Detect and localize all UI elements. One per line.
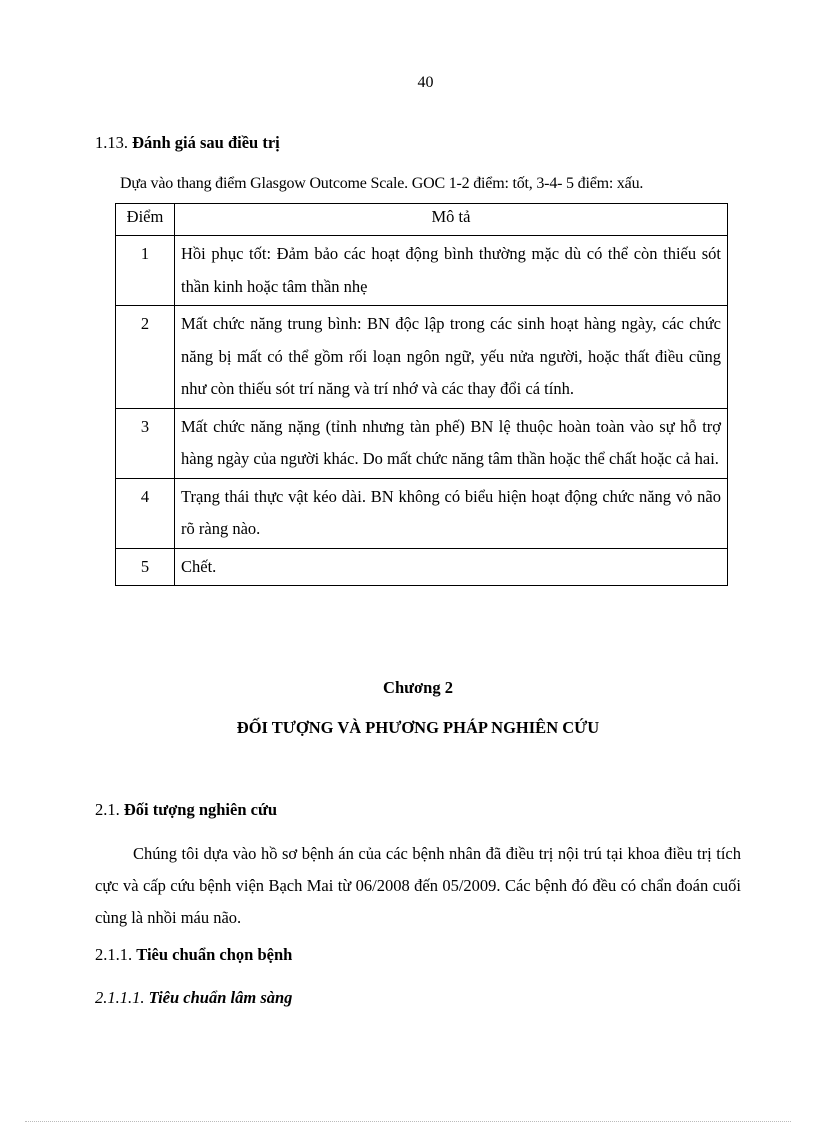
section-title: Tiêu chuẩn chọn bệnh bbox=[136, 945, 293, 964]
row-score: 2 bbox=[116, 306, 175, 409]
section-title: Tiêu chuẩn lâm sàng bbox=[148, 988, 293, 1007]
chapter-title: Chương 2 bbox=[383, 678, 453, 697]
row-description: Chết. bbox=[175, 548, 728, 586]
table-row bbox=[116, 236, 728, 306]
header-score: Điểm bbox=[116, 204, 175, 236]
row-description: Mất chức năng trung bình: BN độc lập trong các sinh hoạt hàng ngày, các chức năng bị mất có thể gồm rối loạn ngôn ngữ, yếu nửa người, hoặc thất điều cũng như còn thiếu sót trí năng và trí nhớ và các thay đổi cá tính. bbox=[175, 306, 728, 409]
section-number: 2.1.1. bbox=[95, 945, 137, 964]
row-score: 3 bbox=[116, 408, 175, 478]
section-title: Đối tượng nghiên cứu bbox=[123, 800, 278, 819]
page-bottom-divider bbox=[25, 1121, 791, 1122]
table-row bbox=[116, 306, 728, 409]
section-number: 1.13. bbox=[95, 133, 133, 152]
row-score: 1 bbox=[116, 236, 175, 306]
section-2-1-1-1-heading bbox=[95, 988, 292, 1008]
section-2-1-1-heading bbox=[95, 945, 292, 965]
table-header-row bbox=[116, 204, 728, 236]
page-number: 40 bbox=[417, 74, 434, 91]
section-1-13-heading bbox=[95, 133, 280, 153]
intro-text: Dựa vào thang điểm Glasgow Outcome Scale. GOC 1-2 điểm: tốt, 3-4- 5 điểm: xấu. bbox=[120, 175, 644, 192]
row-score: 5 bbox=[116, 548, 175, 586]
section-title: Đánh giá sau điều trị bbox=[132, 133, 280, 152]
table-row bbox=[116, 478, 728, 548]
header-description: Mô tả bbox=[175, 204, 728, 236]
section-2-1-heading bbox=[95, 800, 277, 820]
table-row bbox=[116, 548, 728, 586]
section-number: 2.1. bbox=[95, 800, 124, 819]
table-row bbox=[116, 408, 728, 478]
row-description: Hồi phục tốt: Đảm bảo các hoạt động bình thường mặc dù có thể còn thiếu sót thần kinh hoặc tâm thần nhẹ bbox=[175, 236, 728, 306]
body-paragraph: Chúng tôi dựa vào hồ sơ bệnh án của các bệnh nhân đã điều trị nội trú tại khoa điều trị tích cực và cấp cứu bệnh viện Bạch Mai từ 06/2008 đến 05/2009. Các bệnh đó đều có chẩn đoán cuối cùng là nhồi máu não. bbox=[95, 844, 741, 927]
row-score: 4 bbox=[116, 478, 175, 548]
chapter-subtitle: ĐỐI TƯỢNG VÀ PHƯƠNG PHÁP NGHIÊN CỨU bbox=[236, 718, 600, 737]
glasgow-outcome-table bbox=[115, 203, 728, 586]
row-description: Mất chức năng nặng (tỉnh nhưng tàn phế) BN lệ thuộc hoàn toàn vào sự hỗ trợ hàng ngày của người khác. Do mất chức năng tâm thần hoặc thể chất hoặc cả hai. bbox=[175, 408, 728, 478]
row-description: Trạng thái thực vật kéo dài. BN không có biểu hiện hoạt động chức năng vỏ não rõ ràng nào. bbox=[175, 478, 728, 548]
section-number: 2.1.1.1. bbox=[95, 988, 149, 1007]
